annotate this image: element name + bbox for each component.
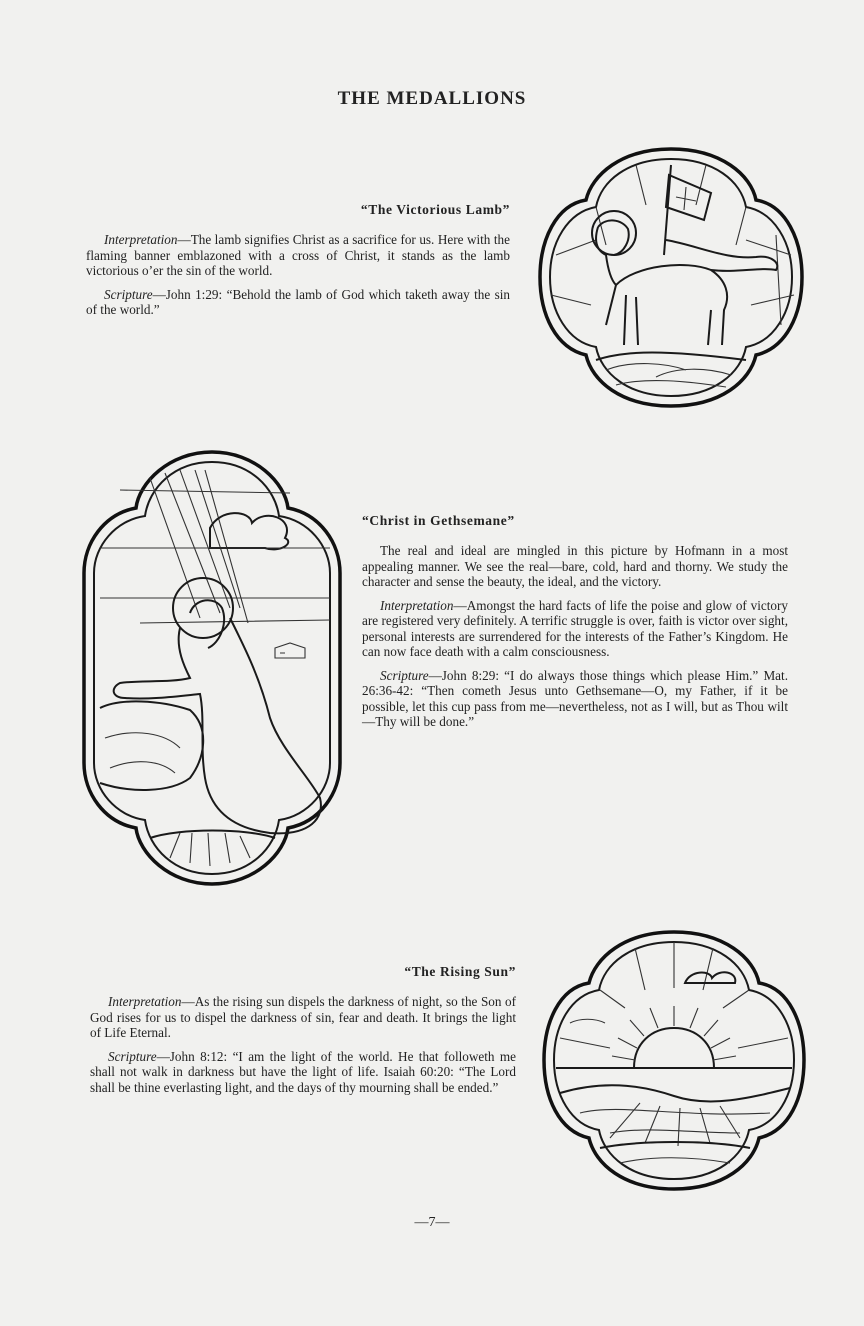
- paragraph-text: —As the rising sun dispels the darkness of night, so the Son of God rises for us to dispel the darkness of sin, fear and death. It brings the light of Life Eternal.: [90, 994, 516, 1040]
- paragraph-label: Interpretation: [380, 597, 454, 613]
- paragraph-label: Scripture: [104, 286, 153, 302]
- lamb-medallion-illustration: [536, 145, 806, 410]
- section-paragraph: [362, 543, 788, 590]
- paragraph-label: Interpretation: [108, 994, 182, 1009]
- paragraph-label: Scripture: [108, 1048, 157, 1064]
- rising-sun-medallion-illustration: [540, 928, 808, 1193]
- section-victorious-lamb: [86, 202, 510, 326]
- section-paragraph: [362, 668, 788, 730]
- section-title: “The Victorious Lamb”: [360, 202, 510, 217]
- paragraph-label: Interpretation: [104, 232, 178, 247]
- paragraph-text: The real and ideal are mingled in this picture by Hofmann in a most appealing manner. We see the real—bare, cold, hard and thorny. We study the character and sense the beauty, the ideal, and the victory.: [362, 543, 788, 589]
- section-christ-in-gethsemane: [362, 513, 788, 738]
- section-paragraph: [86, 232, 510, 279]
- section-paragraph: [362, 598, 788, 660]
- gethsemane-medallion-illustration: [80, 448, 345, 888]
- page-number: —7—: [414, 1215, 450, 1230]
- paragraph-label: Scripture: [380, 667, 429, 683]
- paragraph-text: —John 8:29: “I do always those things which please Him.” Mat. 26:36-42: “Then cometh Jesus unto Gethsemane—O, my Father, if it be possible, let this cup pass from me—nevertheless, not as I will, but as Thou wilt—Thy will be done.”: [362, 667, 788, 729]
- paragraph-text: —The lamb signifies Christ as a sacrifice for us. Here with the flaming banner emblazoned with a cross of Christ, it stands as the lamb victorious o’er the sin of the world.: [86, 232, 510, 278]
- page-title: THE MEDALLIONS: [337, 88, 527, 109]
- paragraph-text: —John 8:12: “I am the light of the world. He that followeth me shall not walk in darkness but have the light of life. Isaiah 60:20: “The Lord shall be thine everlasting light, and the days of thy mourning shall be ended.”: [90, 1048, 516, 1095]
- section-paragraph: [90, 1049, 516, 1096]
- paragraph-text: —Amongst the hard facts of life the poise and glow of victory are registered very definitely. A terrific struggle is over, faith is victor over sight, personal interests are surrendered for the interests of the Father’s Kingdom. He can now face death with a calm consciousness.: [362, 597, 788, 659]
- section-paragraph: [90, 994, 516, 1041]
- section-paragraph: [86, 287, 510, 318]
- section-rising-sun: [90, 964, 516, 1103]
- paragraph-text: —John 1:29: “Behold the lamb of God which taketh away the sin of the world.”: [86, 286, 510, 317]
- section-title: “Christ in Gethsemane”: [362, 513, 515, 528]
- section-title: “The Rising Sun”: [404, 964, 516, 979]
